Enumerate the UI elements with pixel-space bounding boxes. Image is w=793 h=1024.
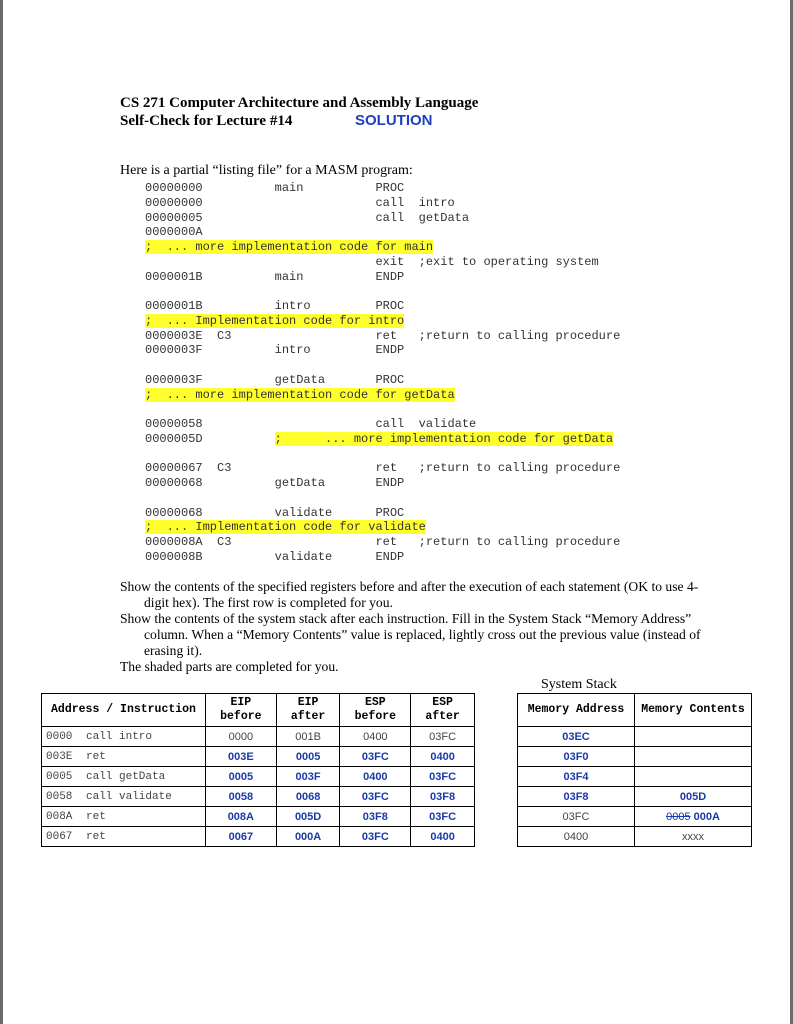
instructions: [120, 579, 710, 675]
highlighted-comment: ; ... Implementation code for validate: [145, 520, 426, 535]
intro-text: Here is a partial “listing file” for a MASM program:: [120, 163, 413, 178]
document-page: [3, 0, 790, 1024]
col-header: ESP before: [340, 694, 411, 727]
table-row: [518, 787, 752, 807]
highlighted-comment: ; ... more implementation code for getData: [274, 431, 614, 446]
memory-address-cell: 03F0: [518, 747, 635, 767]
table-row: [42, 807, 475, 827]
table-row: [42, 767, 475, 787]
esp-after-cell: 03FC: [411, 767, 475, 787]
instruction-cell: 0058 call validate: [42, 787, 206, 807]
memory-contents-cell: xxxx: [635, 827, 752, 847]
esp-after-cell: 0400: [411, 747, 475, 767]
instruction-cell: 0067 ret: [42, 827, 206, 847]
esp-before-cell: 03FC: [340, 787, 411, 807]
esp-after-cell: 03FC: [411, 807, 475, 827]
memory-contents-cell: [635, 747, 752, 767]
listing-line: 00000005 call getData: [145, 210, 470, 225]
esp-after-cell: 03F8: [411, 787, 475, 807]
col-header: Address / Instruction: [42, 694, 206, 727]
memory-contents-cell: [635, 727, 752, 747]
eip-after-cell: 005D: [276, 807, 340, 827]
eip-before-cell: 0005: [206, 767, 277, 787]
selfcheck-title: Self-Check for Lecture #14: [120, 113, 293, 129]
eip-after-cell: 003F: [276, 767, 340, 787]
table-row: [518, 747, 752, 767]
listing-line: [145, 388, 455, 402]
listing-line: [145, 240, 433, 254]
eip-after-cell: 0005: [276, 747, 340, 767]
memory-contents-cell: 005D: [635, 787, 752, 807]
table-row: [42, 727, 475, 747]
col-header: EIP before: [206, 694, 277, 727]
listing-line: 00000058 call validate: [145, 417, 477, 431]
esp-before-cell: 03FC: [340, 827, 411, 847]
listing-line: 0000005D ; ... more implementation code for getData: [145, 431, 614, 446]
listing-line: 0000000A: [145, 225, 203, 240]
table-row: [518, 827, 752, 847]
system-stack-table: [517, 693, 752, 847]
table-row: [42, 827, 475, 847]
instruction-3: The shaded parts are completed for you.: [120, 659, 339, 674]
col-header: EIP after: [276, 694, 340, 727]
listing-line: 0000003F getData PROC: [145, 372, 405, 387]
eip-before-cell: 003E: [206, 747, 277, 767]
memory-address-cell: 03FC: [518, 807, 635, 827]
highlighted-comment: ; ... more implementation code for getData: [145, 387, 455, 402]
memory-contents-cell: [635, 767, 752, 787]
listing-line: 0000003E C3 ret ;return to calling procedure: [145, 328, 621, 343]
esp-before-cell: 0400: [340, 727, 411, 747]
highlighted-comment: ; ... Implementation code for intro: [145, 313, 405, 328]
eip-after-cell: 001B: [276, 727, 340, 747]
instruction-1: Show the contents of the specified registers before and after the execution of each statement (OK to use 4-digit hex). The first row is completed for you.: [120, 579, 699, 610]
listing-line: [145, 520, 426, 534]
memory-address-cell: 0400: [518, 827, 635, 847]
esp-before-cell: 03FC: [340, 747, 411, 767]
col-header: ESP after: [411, 694, 475, 727]
listing-line: 00000068 getData ENDP: [145, 476, 405, 490]
table-row: [518, 727, 752, 747]
register-table: [41, 693, 475, 847]
table-row: [42, 787, 475, 807]
eip-before-cell: 0000: [206, 727, 277, 747]
instruction-cell: 0005 call getData: [42, 767, 206, 787]
table-row: [42, 747, 475, 767]
eip-before-cell: 008A: [206, 807, 277, 827]
esp-after-cell: 03FC: [411, 727, 475, 747]
table-row: [518, 767, 752, 787]
memory-address-cell: 03F4: [518, 767, 635, 787]
eip-after-cell: 000A: [276, 827, 340, 847]
listing-line: 0000008B validate ENDP: [145, 549, 405, 564]
listing-line: exit ;exit to operating system: [145, 254, 599, 269]
col-header: Memory Contents: [635, 694, 752, 727]
eip-before-cell: 0058: [206, 787, 277, 807]
listing-line: [145, 314, 404, 328]
listing-line: 00000000 main PROC: [145, 181, 405, 195]
eip-after-cell: 0068: [276, 787, 340, 807]
listing-line: 00000067 C3 ret ;return to calling procedure: [145, 461, 621, 476]
instruction-cell: 0000 call intro: [42, 727, 206, 747]
col-header: Memory Address: [518, 694, 635, 727]
memory-address-cell: 03EC: [518, 727, 635, 747]
esp-before-cell: 0400: [340, 767, 411, 787]
course-title: CS 271 Computer Architecture and Assembly Language: [120, 95, 479, 111]
eip-before-cell: 0067: [206, 827, 277, 847]
listing-line: 0000003F intro ENDP: [145, 343, 405, 358]
esp-before-cell: 03F8: [340, 807, 411, 827]
esp-after-cell: 0400: [411, 827, 475, 847]
solution-label: SOLUTION: [355, 112, 433, 129]
listing-line: 0000001B intro PROC: [145, 299, 405, 313]
listing-line: 00000000 call intro: [145, 195, 455, 210]
listing-line: 00000068 validate PROC: [145, 505, 405, 520]
instruction-2: Show the contents of the system stack after each instruction. Fill in the System Stack “Memory Address” column. When a “Memory Contents” value is replaced, lightly cross out the previous value (instead of erasing it).: [120, 611, 701, 658]
listing-line: 0000008A C3 ret ;return to calling procedure: [145, 535, 621, 549]
system-stack-title: System Stack: [541, 677, 617, 692]
instruction-cell: 008A ret: [42, 807, 206, 827]
table-row: [518, 807, 752, 827]
crossed-out-value: 0005: [666, 810, 691, 823]
highlighted-comment: ; ... more implementation code for main: [145, 240, 434, 254]
memory-address-cell: 03F8: [518, 787, 635, 807]
instruction-cell: 003E ret: [42, 747, 206, 767]
memory-contents-cell: 0005 000A: [635, 807, 752, 827]
listing-line: 0000001B main ENDP: [145, 269, 405, 284]
